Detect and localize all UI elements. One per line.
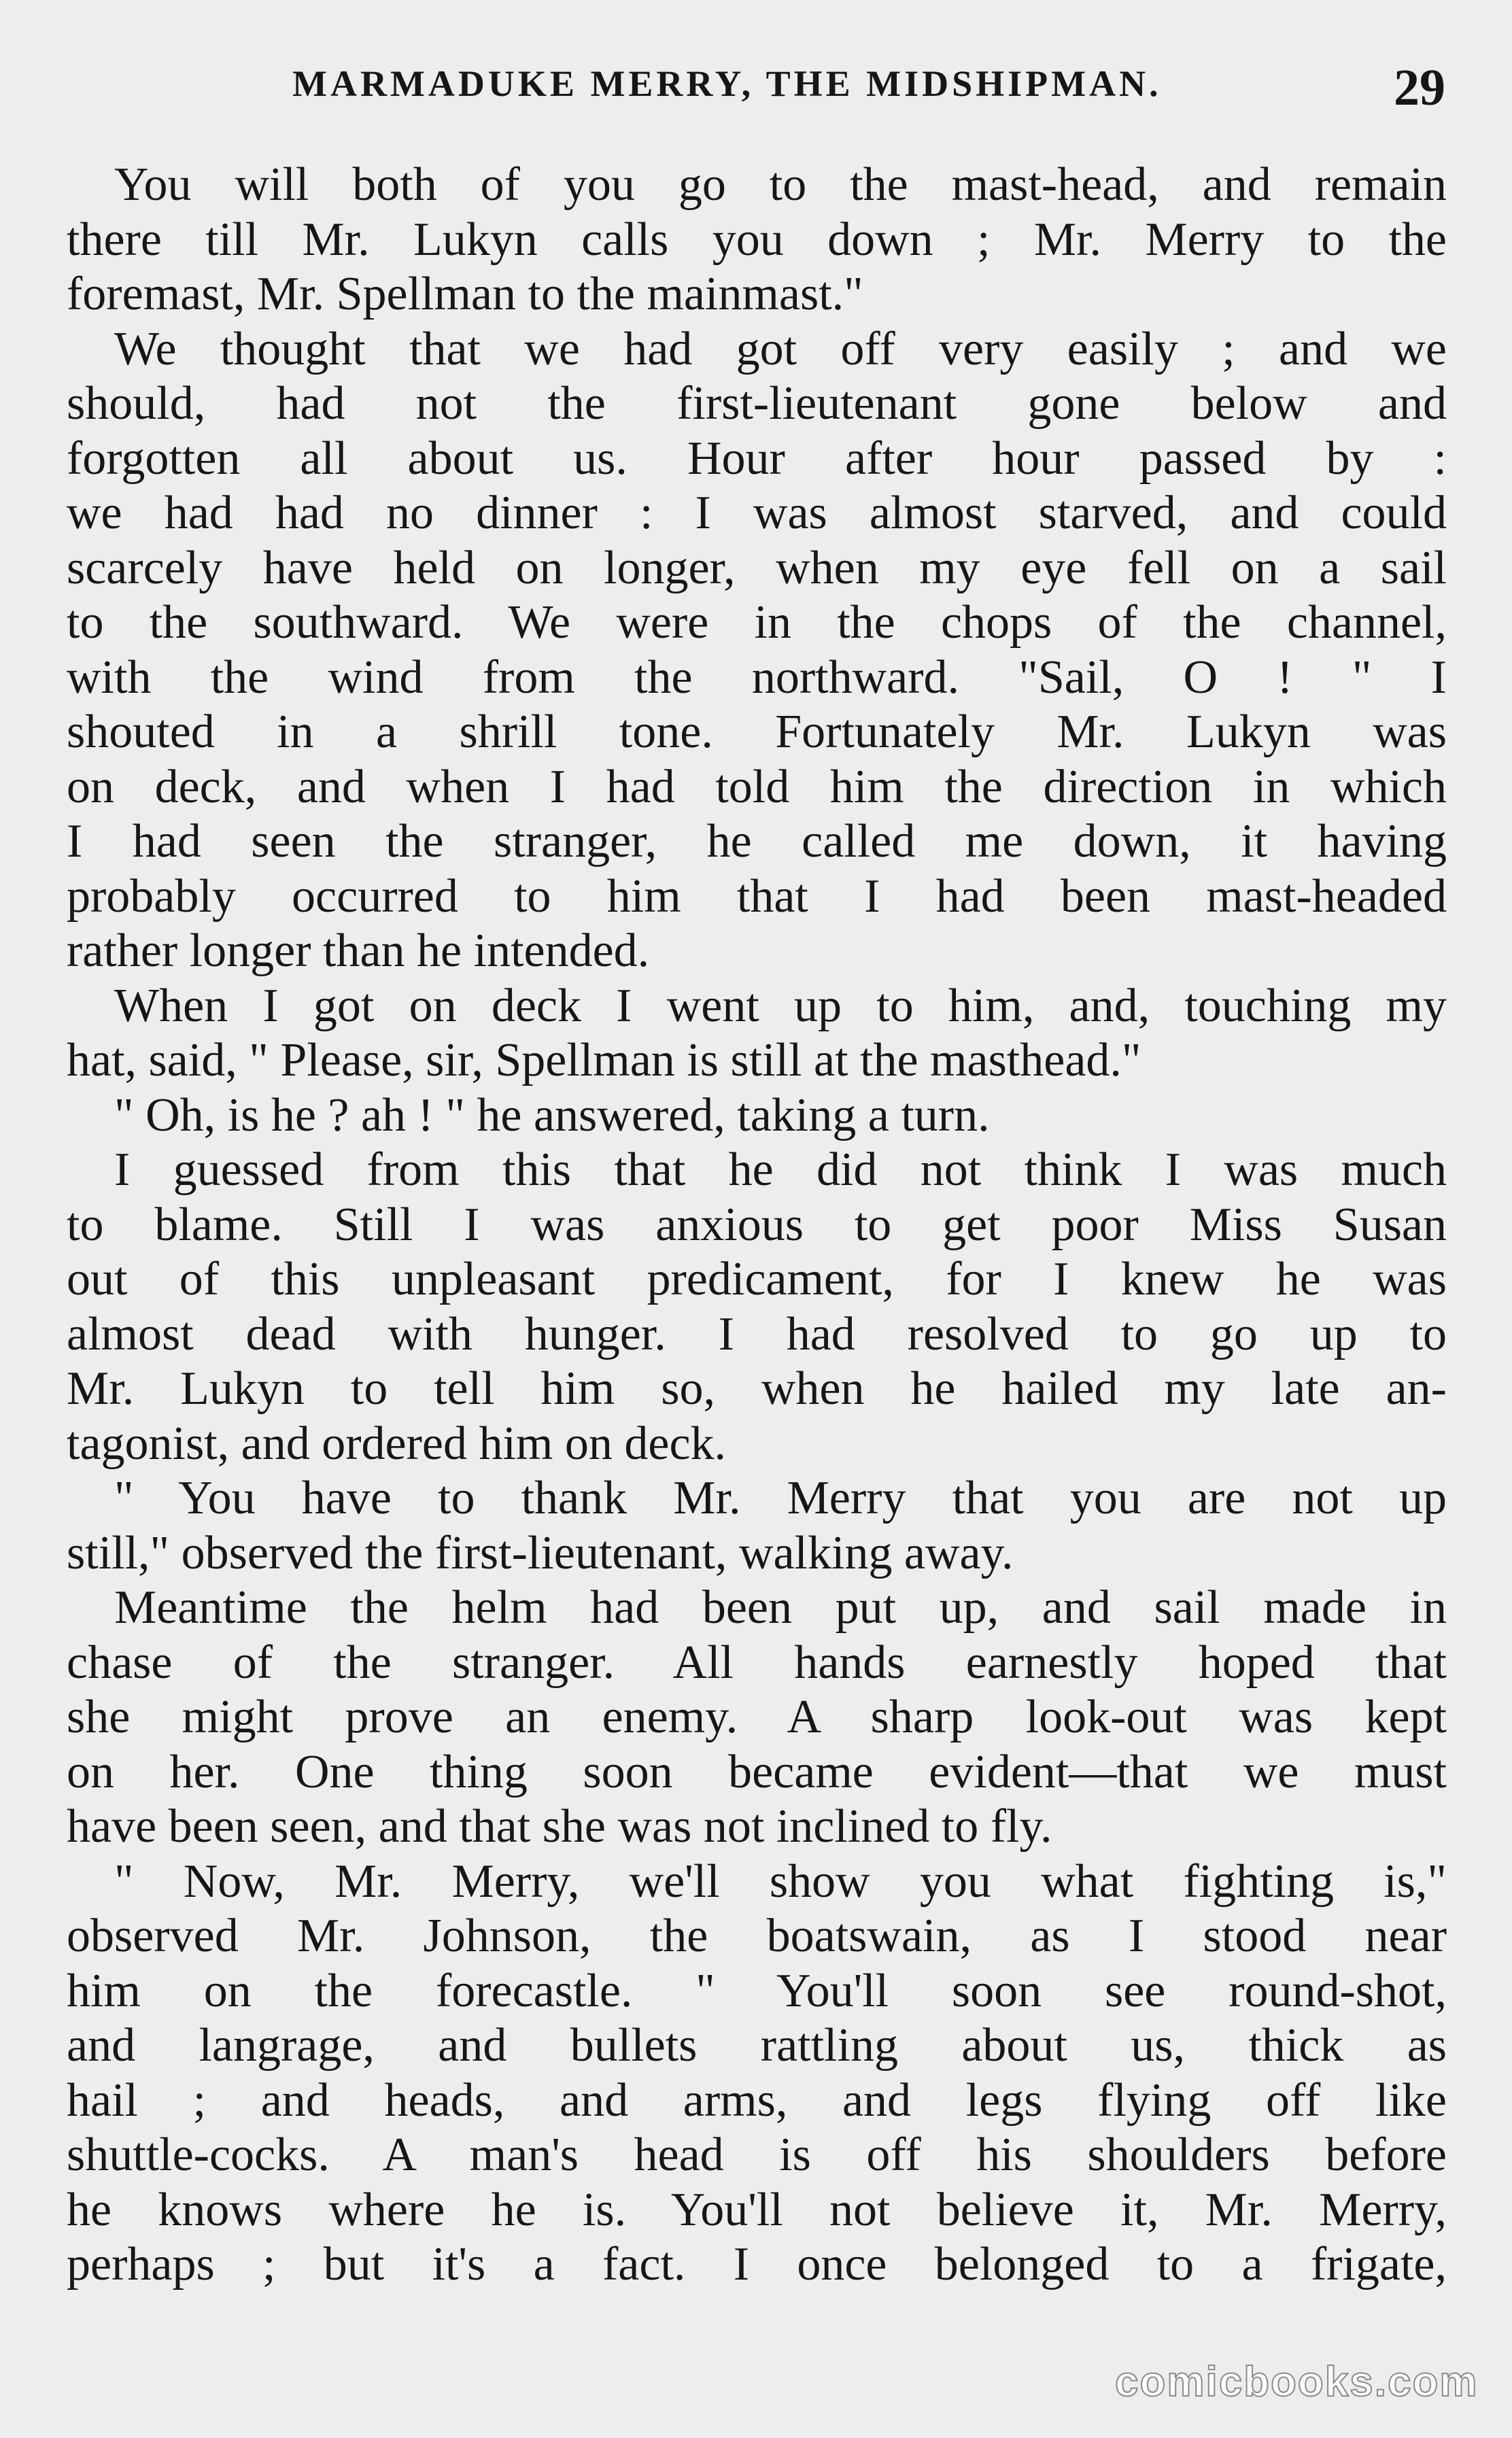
text-line: on deck, and when I had told him the direction in which — [67, 760, 1447, 813]
text-line: foremast, Mr. Spellman to the mainmast." — [67, 268, 863, 320]
text-line: perhaps ; but it's a fact. I once belonged to a frigate, — [67, 2238, 1447, 2290]
text-line: him on the forecastle. " You'll soon see round-shot, — [67, 1964, 1447, 2017]
text-line: chase of the stranger. All hands earnestly hoped that — [67, 1636, 1447, 1689]
text-line: scarcely have held on longer, when my eye fell on a sail — [67, 541, 1447, 594]
text-line: have been seen, and that she was not inclined to fly. — [67, 1800, 1052, 1853]
text-line: hat, said, " Please, sir, Spellman is still at the masthead." — [67, 1034, 1141, 1086]
text-line: shuttle-cocks. A man's head is off his shoulders before — [67, 2129, 1447, 2181]
text-line: to the southward. We were in the chops of the channel, — [67, 596, 1447, 649]
text-line: on her. One thing soon became evident—that we must — [67, 1745, 1447, 1798]
text-line: should, had not the first-lieutenant gone below and — [67, 377, 1447, 430]
text-line: Mr. Lukyn to tell him so, when he hailed my late an- — [67, 1362, 1447, 1415]
text-line: we had had no dinner : I was almost starved, and could — [67, 487, 1447, 539]
text-line: " Oh, is he ? ah ! " he answered, taking a turn. — [114, 1088, 990, 1141]
text-line: Meantime the helm had been put up, and sail made in — [114, 1581, 1447, 1634]
text-line: and langrage, and bullets rattling about us, thick as — [67, 2019, 1447, 2072]
text-line: probably occurred to him that I had been mast-headed — [67, 870, 1447, 923]
text-line: forgotten all about us. Hour after hour passed by : — [67, 432, 1447, 485]
text-line: You will both of you go to the mast-head, and remain — [114, 158, 1447, 211]
text-line: When I got on deck I went up to him, and, touching my — [114, 979, 1447, 1032]
text-line: We thought that we had got off very easily ; and we — [114, 322, 1447, 375]
text-line: with the wind from the northward. "Sail, O ! " I — [67, 651, 1447, 704]
text-line: " You have to thank Mr. Merry that you are not up — [114, 1472, 1447, 1524]
text-line: rather longer than he intended. — [67, 925, 650, 977]
text-line: still," observed the first-lieutenant, walking away. — [67, 1526, 1014, 1579]
text-line: I had seen the stranger, he called me down, it having — [67, 815, 1447, 868]
text-line: hail ; and heads, and arms, and legs flying off like — [67, 2074, 1447, 2127]
body-text — [67, 158, 1447, 2293]
text-line: to blame. Still I was anxious to get poor Miss Susan — [67, 1198, 1447, 1251]
page-number: 29 — [1394, 59, 1445, 116]
text-line: observed Mr. Johnson, the boatswain, as I stood near — [67, 1910, 1447, 1962]
watermark: comicbooks.com — [1115, 2358, 1479, 2405]
text-line: she might prove an enemy. A sharp look-out was kept — [67, 1691, 1447, 1743]
text-line: " Now, Mr. Merry, we'll show you what fighting is," — [114, 1855, 1447, 1908]
text-line: I guessed from this that he did not think I was much — [114, 1144, 1447, 1196]
text-line: almost dead with hunger. I had resolved to go up to — [67, 1307, 1447, 1360]
text-line: tagonist, and ordered him on deck. — [67, 1417, 727, 1470]
text-line: there till Mr. Lukyn calls you down ; Mr. Merry to the — [67, 213, 1447, 266]
running-title: MARMADUKE MERRY, THE MIDSHIPMAN. — [292, 63, 1162, 104]
text-line: shouted in a shrill tone. Fortunately Mr. Lukyn was — [67, 706, 1447, 758]
page-header — [0, 59, 1512, 117]
text-line: he knows where he is. You'll not believe it, Mr. Merry, — [67, 2183, 1447, 2236]
text-line: out of this unpleasant predicament, for I knew he was — [67, 1253, 1447, 1305]
